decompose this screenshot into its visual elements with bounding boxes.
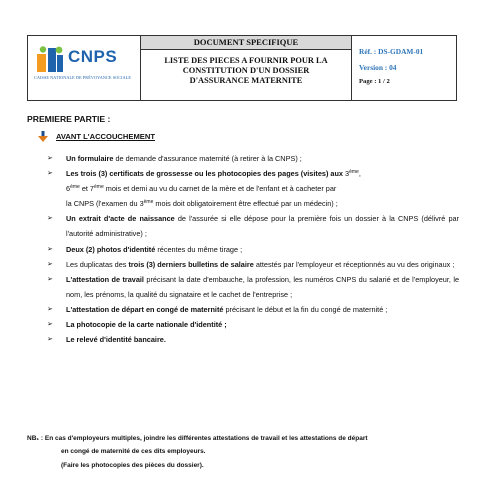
text: 6 — [66, 184, 71, 194]
list-item — [47, 272, 459, 302]
bold-text: Un extrait d'acte de naissance — [66, 214, 175, 224]
title-line: CONSTITUTION D'UN DOSSIER — [182, 66, 310, 75]
text: précisant le début et la fin du congé de maternité ; — [223, 304, 388, 314]
superscript: ème — [349, 169, 359, 176]
text: 3 — [342, 169, 350, 179]
text: et 7 — [79, 184, 94, 194]
logo-subtitle: CAISSE NATIONALE DE PRÉVOYANCE SOCIALE — [34, 75, 132, 80]
text: précisant la date d'embauche, la profession, les numéros CNPS du salarié et de l'employeur, le nom, les prénoms, la qualité du signataire et le cachet de l'entreprise ; — [66, 274, 459, 299]
bullet-arrow-icon: ➢ — [47, 305, 53, 313]
superscript: ème — [70, 184, 80, 191]
bold-text: Les trois (3) certificats de grossesse ou les photocopies des pages (visites) aux — [66, 169, 343, 179]
text: récentes du même tirage ; — [155, 244, 243, 254]
list-item — [47, 302, 459, 317]
text: de l'assurée si elle dépose pour la première fois un dossier à la CNPS (délivré par l'autorité administrative) ; — [66, 214, 459, 239]
bullet-arrow-icon: ➢ — [47, 155, 53, 162]
list-item — [47, 317, 459, 332]
list-item — [47, 211, 459, 241]
bullet-arrow-icon: ➢ — [47, 336, 53, 344]
title-line: D'ASSURANCE MATERNITE — [189, 76, 303, 85]
reference-cell — [352, 36, 456, 100]
list-item — [47, 242, 459, 257]
title-cell — [141, 36, 352, 100]
bold-text: Un formulaire — [66, 154, 114, 163]
logo-brand: CNPS — [68, 47, 118, 66]
text: Les duplicatas des — [66, 259, 129, 269]
document-header — [27, 35, 457, 101]
section-heading — [38, 131, 155, 142]
logo-cell — [28, 36, 141, 100]
bullet-arrow-icon: ➢ — [47, 260, 53, 268]
section-label: AVANT L'ACCOUCHEMENT — [56, 132, 155, 141]
note-line: en congé de maternité de ces dits employeurs. — [61, 448, 206, 456]
bold-text: La photocopie de la carte nationale d'identité ; — [66, 320, 227, 330]
list-item — [47, 151, 459, 166]
cnps-logo-icon — [37, 46, 65, 72]
list-item — [47, 332, 459, 347]
note-line: NB₁ : En cas d'employeurs multiples, joindre les différentes attestations de travail et les attestations de départ — [27, 435, 368, 442]
bullet-arrow-icon: ➢ — [47, 245, 53, 253]
note-line: (Faire les photocopies des pièces du dossier). — [61, 461, 204, 469]
bullet-arrow-icon: ➢ — [47, 170, 53, 178]
superscript: ème — [94, 184, 104, 191]
bold-text: Deux (2) photos d'identité — [66, 244, 156, 254]
bullet-arrow-icon: ➢ — [47, 321, 53, 329]
bullet-arrow-icon: ➢ — [47, 275, 53, 283]
list-item — [47, 166, 459, 211]
bold-text: L'attestation de départ en congé de maternité — [66, 304, 224, 314]
title-line: LISTE DES PIECES A FOURNIR POUR LA — [164, 56, 328, 65]
version-number: Version : 04 — [359, 63, 397, 72]
page-number: Page : 1 / 2 — [359, 78, 390, 85]
document-title — [141, 50, 351, 100]
note-block — [27, 432, 467, 472]
bullet-arrow-icon: ➢ — [47, 215, 53, 223]
text: mois doit obligatoirement être effectué par un médecin) ; — [153, 199, 338, 209]
bold-text: L'attestation de travail — [66, 274, 144, 284]
requirements-list — [47, 151, 459, 347]
list-item — [47, 257, 459, 272]
down-arrow-icon — [38, 131, 48, 142]
text: la CNPS (l'examen du 3 — [66, 199, 144, 209]
part-title: PREMIERE PARTIE : — [27, 114, 111, 124]
text: de demande d'assurance maternité (à retirer à la CNPS) ; — [113, 154, 302, 163]
text: mois et demi au vu du carnet de la mère et de l'enfant et à cacheter par — [103, 184, 337, 194]
text: attestés par l'employeur et réceptionnés au vu des originaux ; — [253, 259, 455, 269]
bold-text: trois (3) derniers bulletins de salaire — [128, 259, 254, 269]
superscript: ème — [143, 199, 154, 206]
bold-text: Le relevé d'identité bancaire. — [66, 335, 166, 345]
reference-number: Réf. : DS-GDAM-01 — [359, 47, 424, 56]
text: , — [358, 169, 361, 179]
document-type: DOCUMENT SPECIFIQUE — [141, 36, 351, 50]
